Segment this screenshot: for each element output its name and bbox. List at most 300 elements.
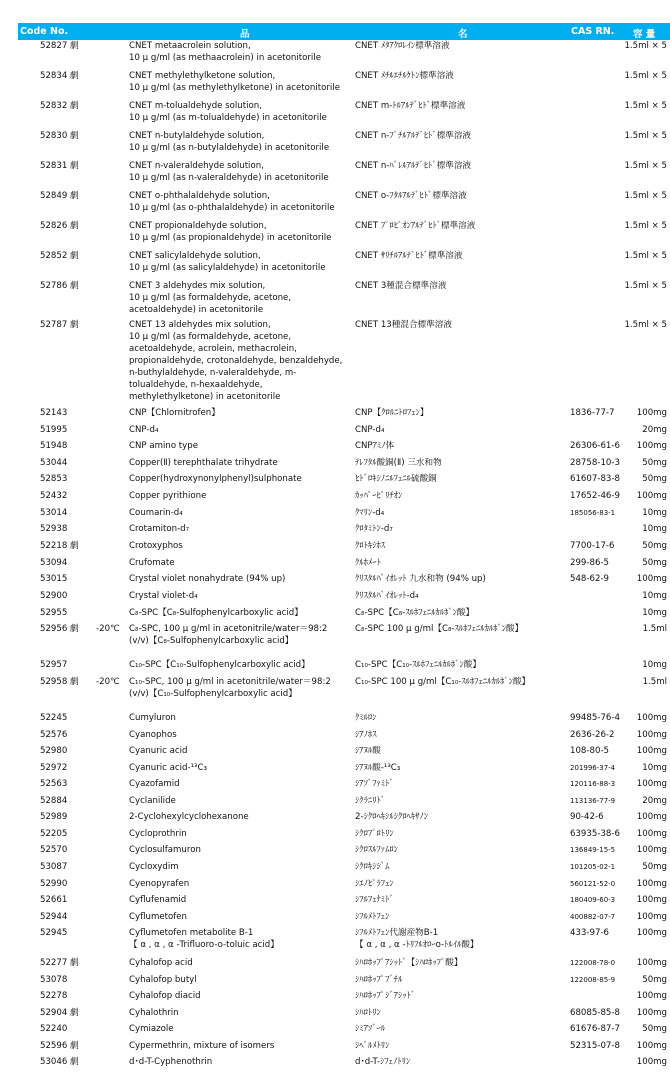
english-name <box>129 828 187 840</box>
english-name-line: C₈-SPC, 100 μ g/ml in acetonitrile/water＝98:2 <box>129 624 328 634</box>
english-name <box>129 407 220 419</box>
table-row <box>0 778 670 795</box>
japanese-name: ｼｱｿﾞﾌｧﾐﾄﾞ <box>355 779 394 789</box>
code-no: 52278 <box>40 991 68 1001</box>
table-row <box>0 440 670 457</box>
quantity: 10mg <box>642 508 667 518</box>
cas-number: 99485-76-4 <box>570 713 620 723</box>
english-name-line: Cyclosulfamuron <box>129 845 201 855</box>
english-name-line: Cypermethrin, mixture of isomers <box>129 1041 275 1051</box>
quantity: 50mg <box>642 474 667 484</box>
english-name-line: 10 μ g/ml (as formaldehyde, acetone, <box>129 332 292 342</box>
english-name-line: Cycloxydim <box>129 862 179 872</box>
english-name <box>129 659 310 671</box>
quantity: 100mg <box>636 1057 667 1067</box>
japanese-name: ﾃﾚﾌﾀﾙ酸銅(Ⅱ) 三水和物 <box>355 458 442 468</box>
english-name-line: 10 μ g/ml (as m-tolualdehyde) in acetonitorile <box>129 113 327 123</box>
hazard-mark: 劇 <box>70 41 79 51</box>
table-row <box>0 190 670 220</box>
header-name-left: 品 <box>240 29 250 40</box>
english-name <box>129 861 179 873</box>
storage-temp: -20℃ <box>96 677 120 687</box>
english-name <box>129 844 201 856</box>
japanese-name: ｼﾊﾛﾄﾘﾝ <box>355 1008 381 1018</box>
header-name-right: 名 <box>458 29 468 40</box>
english-name <box>129 250 326 274</box>
japanese-name: ｼｱﾇﾙ酸-¹³C₃ <box>355 763 401 773</box>
english-name <box>129 160 329 184</box>
english-name-line: Cyanuric acid-¹³C₃ <box>129 763 207 773</box>
english-name-line: propionaldehyde, crotonaldehyde, benzaldehyde, <box>129 356 343 366</box>
english-name <box>129 424 158 436</box>
english-name-line: 10 μ g/ml (as formaldehyde, acetone, <box>129 293 292 303</box>
quantity: 50mg <box>642 541 667 551</box>
code-no: 52827 <box>40 41 68 51</box>
japanese-name: C₁₀-SPC 100 μ g/ml【C₁₀-ｽﾙﾎﾌｪﾆﾙｶﾙﾎﾞﾝ酸】 <box>355 677 531 687</box>
quantity: 50mg <box>642 862 667 872</box>
cas-number: 122008-85-9 <box>570 976 616 984</box>
english-name-line: 10 μ g/ml (as n-valeraldehyde) in acetonitorile <box>129 173 329 183</box>
english-name-line: CNP-d₄ <box>129 425 159 435</box>
english-name-line: Crystal violet nonahydrate (94% up) <box>129 574 286 584</box>
code-no: 52245 <box>40 713 68 723</box>
table-row <box>0 607 670 623</box>
japanese-name: CNET ﾒﾀｱｸﾛﾚｲﾝ標準溶液 <box>355 41 450 51</box>
table-row <box>0 894 670 911</box>
english-name <box>129 100 327 124</box>
english-name <box>129 762 207 774</box>
table-row <box>0 861 670 878</box>
cas-number: 101205-02-1 <box>570 863 616 871</box>
code-no: 52957 <box>40 660 68 670</box>
cas-number: 17652-46-9 <box>570 491 620 501</box>
table-row <box>0 523 670 540</box>
japanese-name: ｼｱﾇﾙ酸 <box>355 746 381 756</box>
english-name-line: CNET 3 aldehydes mix solution, <box>129 281 266 291</box>
cas-number: 180409-60-3 <box>570 896 616 904</box>
code-no: 52831 <box>40 161 68 171</box>
code-no: 52826 <box>40 221 68 231</box>
table-row <box>0 1023 670 1040</box>
english-name <box>129 490 206 502</box>
hazard-mark: 劇 <box>70 191 79 201</box>
code-no: 53044 <box>40 458 68 468</box>
table-row <box>0 623 670 659</box>
english-name <box>129 70 340 94</box>
japanese-name: ｶｯﾊﾟｰﾋﾟﾘﾁｵﾝ <box>355 491 403 501</box>
japanese-name: CNP-d₄ <box>355 425 385 435</box>
japanese-name: ｼｸﾛﾌﾟﾛﾄﾘﾝ <box>355 829 394 839</box>
code-no: 52958 <box>40 677 68 687</box>
cas-number: 560121-52-0 <box>570 880 616 888</box>
hazard-mark: 劇 <box>70 320 79 330</box>
hazard-mark: 劇 <box>70 958 79 968</box>
english-name-line: 【 α , α , α -Trifluoro-o-toluic acid】 <box>129 940 279 950</box>
table-row <box>0 490 670 507</box>
english-name <box>129 1007 179 1019</box>
english-name-line: Crotamiton-d₇ <box>129 524 190 534</box>
english-name <box>129 990 201 1002</box>
english-name-line: C₈-SPC【C₈-Sulfophenylcarboxylic acid】 <box>129 608 303 618</box>
english-name <box>129 220 331 244</box>
table-row <box>0 911 670 927</box>
code-no: 52661 <box>40 895 68 905</box>
code-no: 52786 <box>40 281 68 291</box>
table-row <box>0 762 670 778</box>
code-no: 52834 <box>40 71 68 81</box>
english-name <box>129 473 302 485</box>
table-row <box>0 878 670 894</box>
table-header <box>18 23 670 40</box>
code-no: 52904 <box>40 1008 68 1018</box>
english-name-line: Copper(hydroxynonylphenyl)sulphonate <box>129 474 302 484</box>
english-name <box>129 440 198 452</box>
hazard-mark: 劇 <box>70 1057 79 1067</box>
hazard-mark: 劇 <box>70 281 79 291</box>
quantity: 50mg <box>642 1024 667 1034</box>
english-name <box>129 1056 212 1068</box>
code-no: 53087 <box>40 862 68 872</box>
english-name <box>129 319 342 403</box>
japanese-name: ｼﾌﾙﾌｪﾅﾐﾄﾞ <box>355 895 394 905</box>
code-no: 52432 <box>40 491 68 501</box>
english-name-line: 10 μ g/ml (as methylethylketone) in acetonitorile <box>129 83 340 93</box>
cas-number: 61676-87-7 <box>570 1024 620 1034</box>
table-row <box>0 659 670 676</box>
english-name-line: Copper pyrithione <box>129 491 207 501</box>
japanese-name: CNET ｻﾘﾁﾙｱﾙﾃﾞﾋﾄﾞ標準溶液 <box>355 251 463 261</box>
english-name <box>129 607 303 619</box>
english-name-line: Cyazofamid <box>129 779 180 789</box>
english-name <box>129 911 187 923</box>
cas-number: 52315-07-8 <box>570 1041 620 1051</box>
table-row <box>0 1007 670 1023</box>
japanese-name: ｸﾐﾙﾛﾝ <box>355 713 377 723</box>
code-no: 52938 <box>40 524 68 534</box>
table-row <box>0 1040 670 1056</box>
quantity: 100mg <box>636 491 667 501</box>
table-row <box>0 250 670 280</box>
table-row <box>0 795 670 811</box>
quantity: 1.5ml × 5 <box>624 101 667 111</box>
quantity: 1.5ml × 5 <box>624 221 667 231</box>
japanese-name: CNPｱﾐﾉ体 <box>355 441 395 451</box>
code-no: 52832 <box>40 101 68 111</box>
japanese-name: CNET 13種混合標準溶液 <box>355 320 452 330</box>
english-name <box>129 40 321 64</box>
code-no: 53046 <box>40 1057 68 1067</box>
english-name <box>129 573 285 585</box>
english-name-line: C₁₀-SPC【C₁₀-Sulfophenylcarboxylic acid】 <box>129 660 310 670</box>
english-name <box>129 712 176 724</box>
header-cas: CAS RN. <box>571 26 615 37</box>
english-name-line: tolualdehyde, n-hexaaldehyde, <box>129 380 263 390</box>
japanese-name: C₈-SPC【C₈-ｽﾙﾎﾌｪﾆﾙｶﾙﾎﾞﾝ酸】 <box>355 608 475 618</box>
cas-number: 90-42-6 <box>570 812 604 822</box>
table-row <box>0 457 670 473</box>
english-name-line: Cyhalofop butyl <box>129 975 197 985</box>
japanese-name: ｼｸﾛｽﾙﾌｧﾑﾛﾝ <box>355 845 398 855</box>
cas-number: 120116-88-3 <box>570 780 616 788</box>
english-name-line: CNET n-butylaldehyde solution, <box>129 131 265 141</box>
japanese-name: ｸﾛﾄｷｼﾎｽ <box>355 541 386 551</box>
japanese-name: 2-ｼｸﾛﾍｷｼﾙｼｸﾛﾍｷｻﾉﾝ <box>355 812 429 822</box>
english-name-line: d･d-T-Cyphenothrin <box>129 1057 213 1067</box>
english-name <box>129 745 187 757</box>
japanese-name: ｸﾛﾀﾐﾄﾝ-d₇ <box>355 524 393 534</box>
quantity: 10mg <box>642 660 667 670</box>
quantity: 100mg <box>636 779 667 789</box>
quantity: 10mg <box>642 524 667 534</box>
code-no: 52576 <box>40 730 68 740</box>
english-name-line: 10 μ g/ml (as methaacrolein) in acetonitorile <box>129 53 321 63</box>
japanese-name: ｼﾐｱｿﾞｰﾙ <box>355 1024 386 1034</box>
english-name-line: CNET o-phthalaldehyde solution, <box>129 191 270 201</box>
cas-number: 400882-07-7 <box>570 913 616 921</box>
table-row <box>0 811 670 828</box>
quantity: 1.5ml × 5 <box>624 281 667 291</box>
english-name-line: Coumarin-d₄ <box>129 508 183 518</box>
table-row <box>0 130 670 160</box>
english-name-line: Cumyluron <box>129 713 176 723</box>
japanese-name: ｸﾘｽﾀﾙﾊﾞｲｵﾚｯﾄ-d₄ <box>355 591 419 601</box>
quantity: 100mg <box>636 441 667 451</box>
header-code-no: Code No. <box>20 26 69 37</box>
english-name-line: CNET n-valeraldehyde solution, <box>129 161 264 171</box>
code-no: 52853 <box>40 474 68 484</box>
cas-number: 1836-77-7 <box>570 408 615 418</box>
table-row <box>0 473 670 490</box>
cas-number: 108-80-5 <box>570 746 610 756</box>
cas-number: 201996-37-4 <box>570 764 616 772</box>
table-row <box>0 319 670 407</box>
cas-number: 548-62-9 <box>570 574 610 584</box>
english-name <box>129 590 198 602</box>
code-no: 52787 <box>40 320 68 330</box>
english-name-line: CNET propionaldehyde solution, <box>129 221 267 231</box>
english-name <box>129 523 189 535</box>
english-name <box>129 623 327 647</box>
english-name-line: (v/v)【C₈-Sulfophenylcarboxylic acid】 <box>129 636 294 646</box>
english-name-line: CNET metaacrolein solution, <box>129 41 251 51</box>
code-no: 52884 <box>40 796 68 806</box>
english-name <box>129 778 180 790</box>
quantity: 100mg <box>636 812 667 822</box>
english-name-line: acetoaldehyde) in acetonitorile <box>129 305 264 315</box>
table-row <box>0 220 670 250</box>
quantity: 100mg <box>636 879 667 889</box>
code-no: 52218 <box>40 541 68 551</box>
code-no: 53094 <box>40 558 68 568</box>
cas-number: 433-97-6 <box>570 928 610 938</box>
quantity: 100mg <box>636 730 667 740</box>
english-name-line: 2-Cyclohexylcyclohexanone <box>129 812 249 822</box>
table-row <box>0 70 670 100</box>
hazard-mark: 劇 <box>70 221 79 231</box>
japanese-name: ｼｸﾗﾆﾘﾄﾞ <box>355 796 386 806</box>
hazard-mark: 劇 <box>70 161 79 171</box>
quantity: 20mg <box>642 796 667 806</box>
quantity: 1.5ml × 5 <box>624 191 667 201</box>
storage-temp: -20℃ <box>96 624 120 634</box>
japanese-name: CNET ﾒﾁﾙｴﾁﾙｹﾄﾝ標準溶液 <box>355 71 454 81</box>
code-no: 52143 <box>40 408 68 418</box>
cas-number: 299-86-5 <box>570 558 610 568</box>
header-qty: 容 量 <box>633 29 656 40</box>
japanese-name: CNET n-ﾊﾞﾚﾙｱﾙﾃﾞﾋﾄﾞ標準溶液 <box>355 161 472 171</box>
hazard-mark: 劇 <box>70 541 79 551</box>
product-table <box>0 40 670 1073</box>
japanese-name: ｸﾘｽﾀﾙﾊﾞｲｵﾚｯﾄ 九水和物 (94% up) <box>355 574 486 584</box>
code-no: 52830 <box>40 131 68 141</box>
table-row <box>0 100 670 130</box>
english-name <box>129 795 176 807</box>
cas-number: 28758-10-3 <box>570 458 620 468</box>
quantity: 1.5ml × 5 <box>624 161 667 171</box>
english-name <box>129 957 193 969</box>
code-no: 52900 <box>40 591 68 601</box>
english-name <box>129 894 186 906</box>
quantity: 100mg <box>636 829 667 839</box>
code-no: 51995 <box>40 425 68 435</box>
cas-number: 7700-17-6 <box>570 541 615 551</box>
english-name <box>129 729 177 741</box>
table-row <box>0 40 670 70</box>
quantity: 10mg <box>642 608 667 618</box>
code-no: 52989 <box>40 812 68 822</box>
english-name-line: Cyflumetofen metabolite B-1 <box>129 928 254 938</box>
hazard-mark: 劇 <box>70 1041 79 1051</box>
english-name <box>129 457 278 469</box>
code-no: 52990 <box>40 879 68 889</box>
japanese-name: ﾋﾄﾞﾛｷｼﾉﾆﾙﾌｪﾆﾙ硫酸銅 <box>355 474 437 484</box>
hazard-mark: 劇 <box>70 101 79 111</box>
english-name-line: Cyhalothrin <box>129 1008 179 1018</box>
english-name-line: 10 μ g/ml (as o-phthalaldehyde) in acetonitorile <box>129 203 335 213</box>
table-row <box>0 745 670 762</box>
table-row <box>0 957 670 974</box>
english-name-line: 10 μ g/ml (as propionaldehyde) in acetonitorile <box>129 233 332 243</box>
quantity: 10mg <box>642 763 667 773</box>
cas-number: 68085-85-8 <box>570 1008 620 1018</box>
english-name-line: Cymiazole <box>129 1024 174 1034</box>
japanese-name: ｼﾊﾛﾎｯﾌﾟﾌﾞﾁﾙ <box>355 975 403 985</box>
code-no: 52955 <box>40 608 68 618</box>
english-name-line: Cyflufenamid <box>129 895 187 905</box>
english-name-line: Cyclanilide <box>129 796 176 806</box>
japanese-name: C₁₀-SPC【C₁₀-ｽﾙﾎﾌｪﾆﾙｶﾙﾎﾞﾝ酸】 <box>355 660 481 670</box>
english-name-line: CNP【Chlornitrofen】 <box>129 408 220 418</box>
quantity: 50mg <box>642 975 667 985</box>
english-name <box>129 507 183 519</box>
code-no: 52570 <box>40 845 68 855</box>
japanese-name-line: ｼﾌﾙﾒﾄﾌｪﾝ代謝産物B-1 <box>355 928 439 938</box>
hazard-mark: 劇 <box>70 131 79 141</box>
cas-number: 26306-61-6 <box>570 441 620 451</box>
english-name <box>129 676 331 700</box>
english-name-line: acetoaldehyde, acrolein, methacrolein, <box>129 344 297 354</box>
quantity: 100mg <box>636 1008 667 1018</box>
english-name <box>129 1040 274 1052</box>
japanese-name <box>355 927 479 951</box>
english-name-line: CNET salicylaldehyde solution, <box>129 251 261 261</box>
cas-number: 63935-38-6 <box>570 829 620 839</box>
quantity: 100mg <box>636 991 667 1001</box>
english-name-line: CNET m-tolualdehyde solution, <box>129 101 262 111</box>
quantity: 1.5ml × 5 <box>624 251 667 261</box>
japanese-name: ｼﾊﾛﾎｯﾌﾟｱｼｯﾄﾞ【ｼﾊﾛﾎｯﾌﾟ酸】 <box>355 958 463 968</box>
japanese-name: CNET n-ﾌﾞﾁﾙｱﾙﾃﾞﾋﾄﾞ標準溶液 <box>355 131 472 141</box>
code-no: 52852 <box>40 251 68 261</box>
english-name-line: 10 μ g/ml (as n-butylaldehyde) in acetonitorile <box>129 143 330 153</box>
code-no: 52945 <box>40 928 68 938</box>
english-name-line: Crufomate <box>129 558 175 568</box>
table-row <box>0 280 670 319</box>
table-row <box>0 712 670 729</box>
cas-number: 113136-77-9 <box>570 797 616 805</box>
code-no: 52277 <box>40 958 68 968</box>
hazard-mark: 劇 <box>70 1008 79 1018</box>
english-name-line: Cyanuric acid <box>129 746 188 756</box>
cas-number: 136849-15-5 <box>570 846 616 854</box>
english-name-line: methylethylketone) in acetonitorile <box>129 392 281 402</box>
english-name-line: CNET 13 aldehydes mix solution, <box>129 320 271 330</box>
quantity: 1.5ml × 5 <box>624 131 667 141</box>
code-no: 52240 <box>40 1024 68 1034</box>
quantity: 10mg <box>642 591 667 601</box>
code-no: 53014 <box>40 508 68 518</box>
english-name-line: Cyhalofop diacid <box>129 991 201 1001</box>
code-no: 51948 <box>40 441 68 451</box>
quantity: 1.5ml <box>642 677 667 687</box>
quantity: 100mg <box>636 912 667 922</box>
quantity: 1.5ml × 5 <box>624 41 667 51</box>
english-name <box>129 540 183 552</box>
code-no: 52596 <box>40 1041 68 1051</box>
english-name <box>129 811 249 823</box>
cas-number: 122008-78-0 <box>570 959 616 967</box>
english-name-line: Cyenopyrafen <box>129 879 190 889</box>
code-no: 52205 <box>40 829 68 839</box>
table-row <box>0 507 670 523</box>
english-name <box>129 280 291 316</box>
code-no: 52956 <box>40 624 68 634</box>
japanese-name: CNET 3種混合標準溶液 <box>355 281 447 291</box>
quantity: 1.5ml × 5 <box>624 71 667 81</box>
japanese-name-line: 【 α , α , α -ﾄﾘﾌﾙｵﾛｰo-ﾄﾙｲﾙ酸】 <box>355 940 479 950</box>
cas-number: 2636-26-2 <box>570 730 615 740</box>
english-name <box>129 130 329 154</box>
english-name-line: n-buthylaldehyde, n-valeraldehyde, m- <box>129 368 297 378</box>
cas-number: 61607-83-8 <box>570 474 620 484</box>
english-name-line: CNP amino type <box>129 441 199 451</box>
table-row <box>0 540 670 557</box>
hazard-mark: 劇 <box>70 251 79 261</box>
english-name-line: Crystal violet-d₄ <box>129 591 198 601</box>
code-no: 53015 <box>40 574 68 584</box>
japanese-name: ｼｴﾉﾋﾟﾗﾌｪﾝ <box>355 879 394 889</box>
hazard-mark: 劇 <box>70 677 79 687</box>
code-no: 52972 <box>40 763 68 773</box>
english-name <box>129 927 279 951</box>
table-row <box>0 1056 670 1073</box>
table-row <box>0 990 670 1007</box>
table-row <box>0 974 670 990</box>
english-name-line: Crotoxyphos <box>129 541 183 551</box>
table-row <box>0 729 670 745</box>
table-row <box>0 927 670 957</box>
table-row <box>0 590 670 607</box>
